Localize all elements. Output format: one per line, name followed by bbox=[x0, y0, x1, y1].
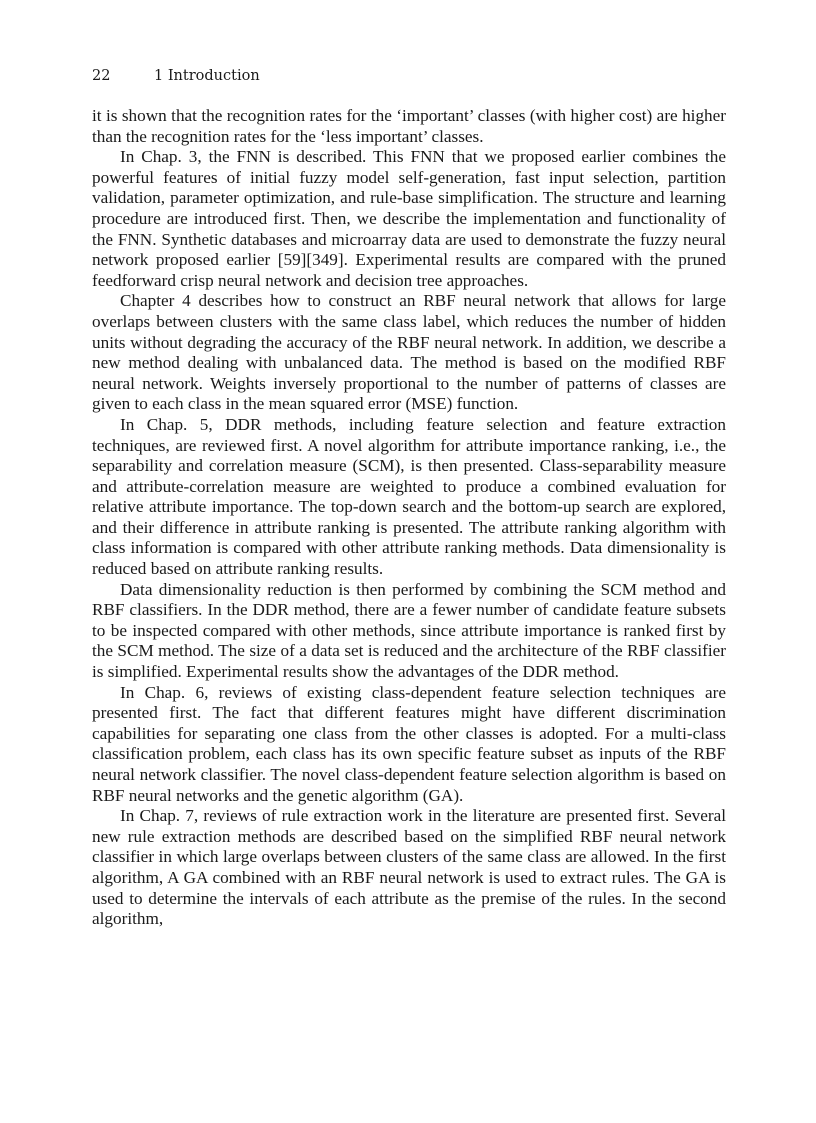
paragraph-chapter-3: In Chap. 3, the FNN is described. This FNN that we proposed earlier combines the powerful features of initial fuzzy model self-generation, fast input selection, partition validation, parameter optimization, and rule-base simplification. The structure and learning procedure are introduced first. Then, we describe the implementation and functionality of the FNN. Synthetic databases and microarray data are used to demonstrate the fuzzy neural network proposed earlier [59][349]. Experimental results are compared with the pruned feedforward crisp neural network and decision tree approaches. bbox=[92, 147, 726, 290]
paragraph-chapter-7: In Chap. 7, reviews of rule extraction work in the literature are presented first. Several new rule extraction methods are described based on the simplified RBF neural network classifier in which large overlaps between clusters of the same class are allowed. In the first algorithm, A GA combined with an RBF neural network is used to extract rules. The GA is used to determine the intervals of each attribute as the premise of the rules. In the second algorithm, bbox=[92, 806, 726, 929]
chapter-title: 1 Introduction bbox=[154, 68, 260, 84]
book-page bbox=[92, 66, 726, 930]
paragraph-continuation: it is shown that the recognition rates for the ‘important’ classes (with higher cost) are higher than the recognition rates for the ‘less important’ classes. bbox=[92, 106, 726, 146]
paragraph-chapter-6: In Chap. 6, reviews of existing class-dependent feature selection techniques are presented first. The fact that different features might have different discrimination capabilities for separating one class from the other classes is adopted. For a multi-class classification problem, each class has its own specific feature subset as inputs of the RBF neural network classifier. The novel class-dependent feature selection algorithm is based on RBF neural networks and the genetic algorithm (GA). bbox=[92, 682, 726, 805]
body-text bbox=[92, 106, 726, 930]
paragraph-chapter-5: In Chap. 5, DDR methods, including feature selection and feature extraction techniques, are reviewed first. A novel algorithm for attribute importance ranking, i.e., the separability and correlation measure (SCM), is then presented. Class-separability measure and attribute-correlation measure are weighted to produce a combined evaluation for relative attribute importance. The top-down search and the bottom-up search are explored, and their difference in attribute ranking is presented. The attribute ranking algorithm with class information is compared with other attribute ranking methods. Data dimensionality is reduced based on attribute ranking results. bbox=[92, 414, 726, 579]
running-head bbox=[92, 66, 726, 86]
page-number: 22 bbox=[92, 68, 111, 84]
paragraph-ddr: Data dimensionality reduction is then performed by combining the SCM method and RBF classifiers. In the DDR method, there are a fewer number of candidate feature subsets to be inspected compared with other methods, since attribute importance is ranked first by the SCM method. The size of a data set is reduced and the architecture of the RBF classifier is simplified. Experimental results show the advantages of the DDR method. bbox=[92, 579, 726, 682]
paragraph-chapter-4: Chapter 4 describes how to construct an RBF neural network that allows for large overlaps between clusters with the same class label, which reduces the number of hidden units without degrading the accuracy of the RBF neural network. In addition, we describe a new method dealing with unbalanced data. The method is based on the modified RBF neural network. Weights inversely proportional to the number of patterns of classes are given to each class in the mean squared error (MSE) function. bbox=[92, 291, 726, 414]
